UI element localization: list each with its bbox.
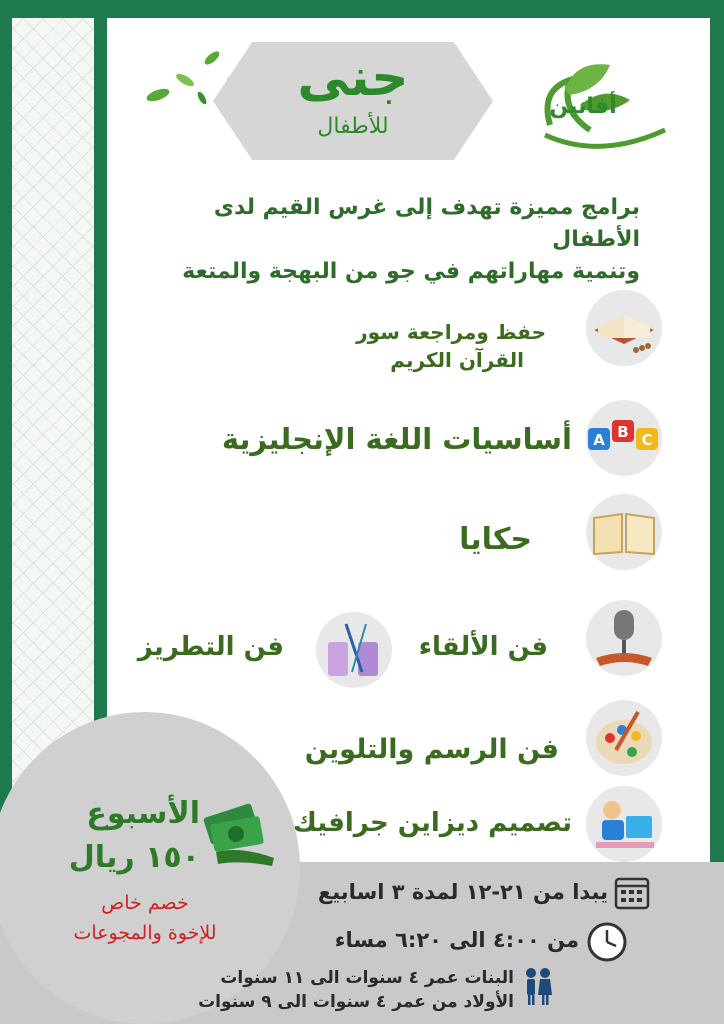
design-icon-circle — [586, 786, 662, 862]
program-english: أساسيات اللغة الإنجليزية — [221, 422, 572, 456]
program-embroidery: فن التطريز — [137, 632, 284, 662]
intro-text — [120, 192, 640, 288]
abc-letter-a: A — [593, 431, 605, 449]
schedule-boys-age: الأولاد من عمر ٤ سنوات الى ٩ سنوات — [198, 992, 514, 1012]
program-stories: حكايا — [459, 522, 532, 557]
story-book-icon — [586, 494, 662, 570]
graphic-designer-icon — [586, 786, 662, 862]
abc-letter-b: B — [617, 423, 629, 441]
program-speaking: فن الألقاء — [418, 632, 548, 662]
page-subtitle: للأطفال — [317, 114, 389, 139]
logo-text: أفانين — [549, 94, 617, 119]
paint-palette-icon — [586, 700, 662, 776]
quran-icon-circle — [586, 290, 662, 366]
discount-line-1: خصم خاص — [101, 892, 189, 914]
microphone-icon — [586, 600, 662, 676]
clock-icon — [585, 920, 629, 964]
quran-book-icon — [586, 290, 662, 366]
intro-line-2: وتنمية مهاراتهم في جو من البهجة والمتعة — [182, 259, 640, 284]
program-graphic-design: تصميم ديزاين جرافيك — [293, 808, 572, 838]
calendar-icon — [613, 873, 651, 911]
money-hand-icon — [196, 800, 280, 870]
embroidery-thread-icon — [316, 612, 392, 688]
schedule-time: من ٤:٠٠ الى ٦:٢٠ مساء — [334, 928, 579, 952]
schedule-girls-age: البنات عمر ٤ سنوات الى ١١ سنوات — [220, 968, 514, 988]
abc-letter-c: C — [641, 431, 653, 449]
program-quran — [356, 318, 546, 374]
abc-blocks-icon — [586, 400, 662, 476]
discount-line-2: للإخوة والمجوعات — [73, 922, 217, 944]
price-amount: ١٥٠ ريال — [68, 840, 200, 875]
embroidery-icon-circle — [316, 612, 392, 688]
drawing-icon-circle — [586, 700, 662, 776]
page-title: جنى — [297, 48, 409, 108]
discount-note — [40, 888, 250, 948]
program-quran-line-1: حفظ ومراجعة سور — [356, 320, 546, 344]
intro-line-1: برامج مميزة تهدف إلى غرس القيم لدى الأطفال — [213, 195, 640, 252]
price-period: الأسبوع — [86, 796, 200, 831]
english-icon-circle — [586, 400, 662, 476]
stories-icon-circle — [586, 494, 662, 570]
speaking-icon-circle — [586, 600, 662, 676]
program-drawing: فن الرسم والتلوين — [304, 734, 559, 765]
schedule-start: يبدا من ٢١-١٢ لمدة ٣ اسابيع — [317, 880, 608, 904]
kids-icon — [522, 966, 554, 1010]
program-quran-line-2: القرآن الكريم — [390, 348, 524, 372]
